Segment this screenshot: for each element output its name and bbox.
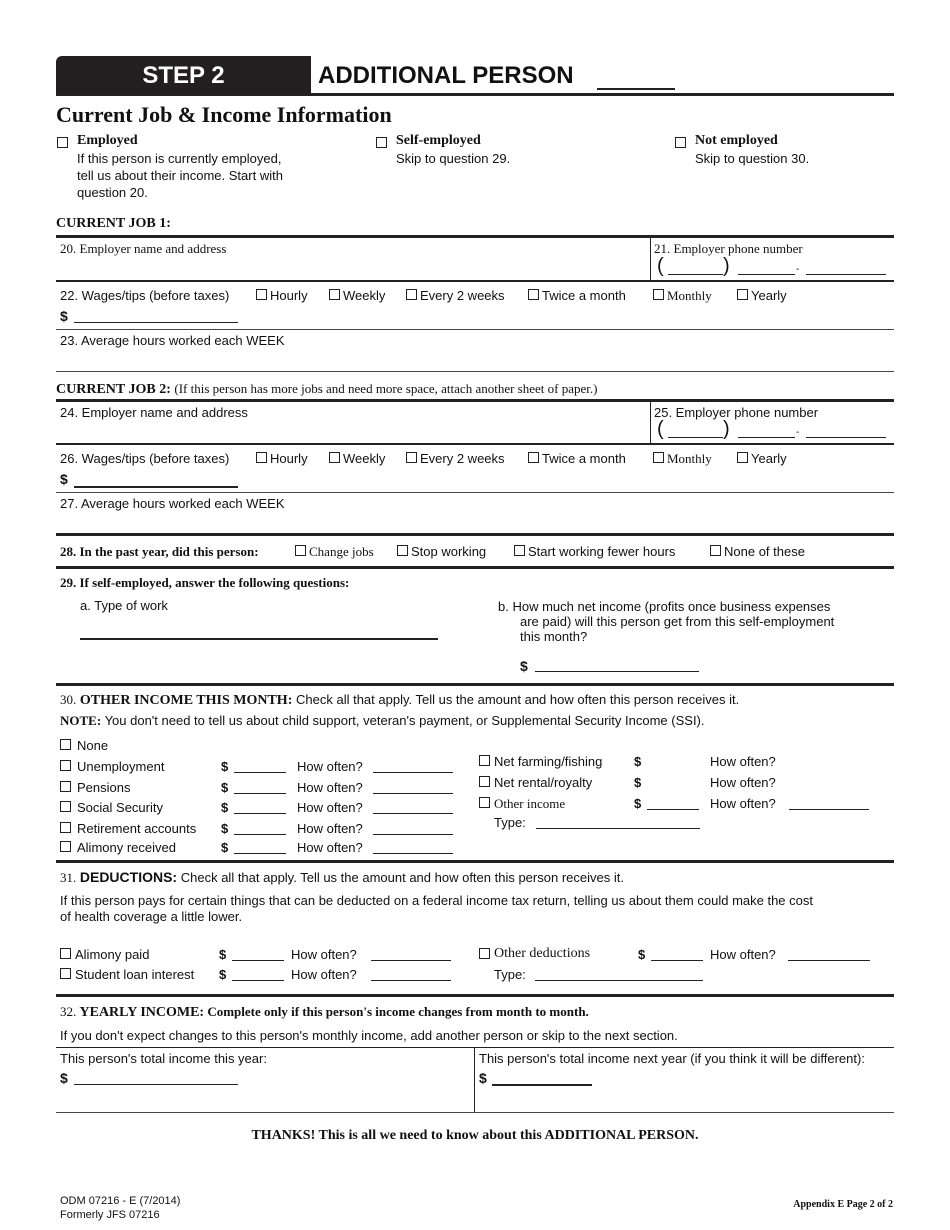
dollar-sign: $ — [221, 800, 229, 815]
job1-rule-3 — [56, 329, 894, 330]
q30-retirement-accounts-label: Retirement accounts — [77, 821, 197, 836]
q22-weekly-checkbox[interactable] — [329, 289, 340, 300]
q32-description: If you don't expect changes to this person's monthly income, add another person or skip to the next section. — [60, 1028, 678, 1043]
q29-rule — [56, 683, 894, 686]
q31-number: 31. — [60, 870, 77, 885]
q31-student-loan-interest-frequency-field[interactable] — [371, 980, 451, 981]
q31-other-deductions-label: Other deductions — [494, 946, 591, 961]
q28-none-checkbox[interactable] — [710, 545, 721, 556]
q28-rule — [56, 566, 894, 569]
q26-every-2-weeks-label: Every 2 weeks — [420, 451, 505, 466]
q30-social-security-checkbox[interactable] — [60, 801, 71, 812]
q23-label: 23. Average hours worked each WEEK — [60, 333, 285, 348]
q32-next-year-label: This person's total income next year (if you think it will be different): — [479, 1051, 865, 1066]
q31-student-loan-interest-checkbox[interactable] — [60, 968, 71, 979]
q30-pensions-checkbox[interactable] — [60, 781, 71, 792]
q31-how-often-label: How often? — [291, 967, 357, 982]
job2-divider — [650, 401, 651, 444]
form-formerly: Formerly JFS 07216 — [60, 1209, 160, 1221]
q30-unemployment-checkbox[interactable] — [60, 760, 71, 771]
q30-alimony-received-frequency-field[interactable] — [373, 853, 453, 854]
q31-other-deductions-amount-field[interactable] — [651, 960, 703, 961]
q30-header — [60, 692, 739, 709]
thanks-message: THANKS! This is all we need to know about this ADDITIONAL PERSON. — [251, 1128, 699, 1143]
q30-net-rental-royalty-checkbox[interactable] — [479, 776, 490, 787]
q28-none-label: None of these — [724, 544, 805, 559]
job1-heading: CURRENT JOB 1: — [56, 216, 171, 231]
q30-retirement-accounts-frequency-field[interactable] — [373, 834, 453, 835]
q30-alimony-received-label: Alimony received — [77, 840, 176, 855]
employed-checkbox[interactable] — [57, 137, 68, 148]
q29-type-of-work-field[interactable] — [80, 638, 438, 640]
self-employed-checkbox[interactable] — [376, 137, 387, 148]
q32-rule — [56, 1047, 894, 1048]
q26-weekly-label: Weekly — [343, 451, 386, 466]
q31-rule — [56, 994, 894, 997]
q30-how-often-label: How often? — [710, 796, 776, 811]
q32-divider — [474, 1047, 475, 1112]
dollar-sign: $ — [634, 754, 642, 769]
q28-stop-working-label: Stop working — [411, 544, 487, 559]
dollar-sign: $ — [221, 821, 229, 836]
job2-note: (If this person has more jobs and need more space, attach another sheet of paper.) — [174, 381, 598, 396]
q30-unemployment-amount-field[interactable] — [234, 772, 286, 773]
dollar-sign: $ — [520, 658, 528, 674]
q30-retirement-accounts-checkbox[interactable] — [60, 822, 71, 833]
job1-rule-2 — [56, 280, 894, 282]
q28-change-jobs-label: Change jobs — [309, 544, 374, 559]
q30-other-income-type-label: Type: — [494, 815, 526, 830]
q31-how-often-label: How often? — [291, 947, 357, 962]
q32-bottom-rule — [56, 1112, 894, 1113]
q30-how-often-label: How often? — [297, 840, 363, 855]
q28-fewer-hours-label: Start working fewer hours — [528, 544, 676, 559]
q30-note-text: You don't need to tell us about child support, veteran's payment, or Supplemental Security Income (SSI). — [104, 713, 705, 728]
q30-how-often-label: How often? — [710, 775, 776, 790]
person-number-field[interactable] — [597, 88, 675, 90]
q30-retirement-accounts-amount-field[interactable] — [234, 834, 286, 835]
q30-social-security-frequency-field[interactable] — [373, 813, 453, 814]
q30-alimony-received-amount-field[interactable] — [234, 853, 286, 854]
q30-net-rental-royalty-label: Net rental/royalty — [494, 775, 593, 790]
phone-dash: - — [796, 264, 800, 275]
job2-rule-3 — [56, 492, 894, 493]
q30-how-often-label: How often? — [710, 754, 776, 769]
q25-phone-line[interactable] — [806, 437, 886, 438]
q31-description: of health coverage a little lower. — [60, 909, 243, 924]
q30-how-often-label: How often? — [297, 800, 363, 815]
q30-other-income-amount-field[interactable] — [647, 809, 699, 810]
q29-net-income-field[interactable] — [535, 671, 699, 672]
q26-twice-a-month-checkbox[interactable] — [528, 452, 539, 463]
job1-rule — [56, 235, 894, 238]
q22-label: 22. Wages/tips (before taxes) — [60, 288, 230, 303]
phone-paren-close: ) — [723, 255, 730, 277]
phone-dash: - — [796, 427, 800, 438]
employed-label: Employed — [77, 133, 138, 148]
dollar-sign: $ — [221, 780, 229, 795]
section-title: Current Job & Income Information — [56, 102, 392, 127]
q31-header — [60, 869, 624, 886]
page-title: ADDITIONAL PERSON — [318, 62, 574, 89]
q25-area-code[interactable] — [668, 437, 723, 438]
q22-every-2-weeks-checkbox[interactable] — [406, 289, 417, 300]
q31-type-label: Type: — [494, 967, 526, 982]
phone-paren-open: ( — [657, 418, 664, 440]
q30-how-often-label: How often? — [297, 821, 363, 836]
q31-alimony-paid-checkbox[interactable] — [60, 948, 71, 959]
q22-weekly-label: Weekly — [343, 288, 386, 303]
q32-instructions: Complete only if this person's income changes from month to month. — [207, 1004, 589, 1019]
job2-rule-4 — [56, 533, 894, 536]
dollar-sign: $ — [60, 308, 68, 324]
q28-change-jobs-checkbox[interactable] — [295, 545, 306, 556]
q28-stop-working-checkbox[interactable] — [397, 545, 408, 556]
dollar-sign: $ — [60, 471, 68, 487]
q31-other-deductions-frequency-field[interactable] — [788, 960, 870, 961]
q22-amount-field[interactable] — [74, 322, 238, 323]
employed-desc: question 20. — [77, 185, 148, 200]
dollar-sign: $ — [60, 1070, 68, 1086]
employed-desc: tell us about their income. Start with — [77, 168, 283, 183]
phone-paren-open: ( — [657, 255, 664, 277]
q22-hourly-label: Hourly — [270, 288, 308, 303]
q22-every-2-weeks-label: Every 2 weeks — [420, 288, 505, 303]
q27-label: 27. Average hours worked each WEEK — [60, 496, 285, 511]
q21-label: 21. Employer phone number — [654, 241, 803, 256]
q30-none-label: None — [77, 738, 109, 753]
q21-phone-line[interactable] — [806, 274, 886, 275]
q22-yearly-checkbox[interactable] — [737, 289, 748, 300]
job2-heading-bold: CURRENT JOB 2: — [56, 382, 171, 397]
q30-pensions-label: Pensions — [77, 780, 131, 795]
job2-heading — [56, 381, 597, 398]
dollar-sign: $ — [638, 947, 646, 962]
not-employed-checkbox[interactable] — [675, 137, 686, 148]
dollar-sign: $ — [479, 1070, 487, 1086]
q26-monthly-checkbox[interactable] — [653, 452, 664, 463]
q28-fewer-hours-checkbox[interactable] — [514, 545, 525, 556]
q30-note — [60, 713, 705, 729]
job2-rule-2 — [56, 443, 894, 445]
q30-social-security-amount-field[interactable] — [234, 813, 286, 814]
q22-monthly-label: Monthly — [667, 288, 712, 303]
q30-social-security-label: Social Security — [77, 800, 163, 815]
q30-how-often-label: How often? — [297, 759, 363, 774]
q31-other-deductions-type-field[interactable] — [535, 980, 703, 981]
q29-b-label: b. How much net income (profits once business expenses — [498, 599, 831, 614]
q30-other-income-label: Other income — [494, 796, 566, 811]
q30-pensions-frequency-field[interactable] — [373, 793, 453, 794]
q22-hourly-checkbox[interactable] — [256, 289, 267, 300]
q29-b-label: are paid) will this person get from this self-employment — [520, 614, 835, 629]
q26-twice-a-month-label: Twice a month — [542, 451, 626, 466]
q30-alimony-received-checkbox[interactable] — [60, 841, 71, 852]
job1-rule-4 — [56, 371, 894, 372]
dollar-sign: $ — [634, 775, 642, 790]
q31-other-deductions-checkbox[interactable] — [479, 948, 490, 959]
dollar-sign: $ — [219, 947, 227, 962]
q26-hourly-checkbox[interactable] — [256, 452, 267, 463]
q30-note-label: NOTE: — [60, 713, 102, 728]
q31-alimony-paid-label: Alimony paid — [75, 947, 150, 962]
q30-instructions: Check all that apply. Tell us the amount and how often this person receives it. — [296, 692, 740, 707]
q31-instructions: Check all that apply. Tell us the amount and how often this person receives it. — [180, 870, 624, 885]
q31-student-loan-interest-amount-field[interactable] — [232, 980, 284, 981]
q32-next-year-field[interactable] — [492, 1084, 592, 1086]
q30-title: OTHER INCOME THIS MONTH: — [79, 693, 293, 708]
form-id: ODM 07216 - E (7/2014) — [60, 1195, 181, 1207]
q26-yearly-checkbox[interactable] — [737, 452, 748, 463]
q24-label: 24. Employer name and address — [60, 405, 248, 420]
q26-hourly-label: Hourly — [270, 451, 308, 466]
job2-rule — [56, 399, 894, 402]
q25-phone-prefix[interactable] — [738, 437, 795, 438]
q32-this-year-field[interactable] — [74, 1084, 238, 1085]
q31-title: DEDUCTIONS: — [79, 869, 178, 885]
q26-amount-field[interactable] — [74, 486, 238, 488]
q31-alimony-paid-frequency-field[interactable] — [371, 960, 451, 961]
q26-yearly-label: Yearly — [751, 451, 787, 466]
q30-other-income-checkbox[interactable] — [479, 797, 490, 808]
page-number: Appendix E Page 2 of 2 — [793, 1199, 893, 1210]
q32-title: YEARLY INCOME: — [79, 1005, 205, 1020]
not-employed-desc: Skip to question 30. — [695, 151, 810, 166]
q21-phone-prefix[interactable] — [738, 274, 795, 275]
q32-this-year-label: This person's total income this year: — [60, 1051, 267, 1066]
self-employed-label: Self-employed — [396, 133, 481, 148]
q31-description: If this person pays for certain things that can be deducted on a federal income tax return, telling us about them could make the cost — [60, 893, 813, 908]
q30-other-income-frequency-field[interactable] — [789, 809, 869, 810]
q30-unemployment-label: Unemployment — [77, 759, 165, 774]
q30-other-income-type-field[interactable] — [536, 828, 700, 829]
q20-label: 20. Employer name and address — [60, 241, 227, 256]
q31-alimony-paid-amount-field[interactable] — [232, 960, 284, 961]
q28-label: 28. In the past year, did this person: — [60, 544, 259, 559]
q29-b-label: this month? — [520, 629, 588, 644]
q22-monthly-checkbox[interactable] — [653, 289, 664, 300]
q30-none-checkbox[interactable] — [60, 739, 71, 750]
dollar-sign: $ — [221, 840, 229, 855]
q30-number: 30. — [60, 692, 77, 707]
q21-area-code[interactable] — [668, 274, 723, 275]
q32-number: 32. — [60, 1004, 77, 1019]
q26-weekly-checkbox[interactable] — [329, 452, 340, 463]
dollar-sign: $ — [634, 796, 642, 811]
self-employed-desc: Skip to question 29. — [396, 151, 511, 166]
header-rule — [56, 93, 894, 96]
dollar-sign: $ — [221, 759, 229, 774]
q30-pensions-amount-field[interactable] — [234, 793, 286, 794]
q30-net-farming-fishing-label: Net farming/fishing — [494, 754, 603, 769]
q30-how-often-label: How often? — [297, 780, 363, 795]
not-employed-label: Not employed — [695, 133, 778, 148]
q26-label: 26. Wages/tips (before taxes) — [60, 451, 230, 466]
q30-net-farming-fishing-checkbox[interactable] — [479, 755, 490, 766]
q32-header — [60, 1004, 589, 1021]
q22-twice-a-month-label: Twice a month — [542, 288, 626, 303]
q31-student-loan-interest-label: Student loan interest — [75, 967, 195, 982]
q25-label: 25. Employer phone number — [654, 405, 819, 420]
step-label: STEP 2 — [142, 62, 225, 89]
q31-how-often-label: How often? — [710, 947, 776, 962]
q26-monthly-label: Monthly — [667, 451, 712, 466]
phone-paren-close: ) — [723, 418, 730, 440]
q29-a-label: a. Type of work — [80, 598, 168, 613]
q26-every-2-weeks-checkbox[interactable] — [406, 452, 417, 463]
q22-yearly-label: Yearly — [751, 288, 787, 303]
employed-desc: If this person is currently employed, — [77, 151, 282, 166]
q30-unemployment-frequency-field[interactable] — [373, 772, 453, 773]
q29-label: 29. If self-employed, answer the following questions: — [60, 575, 350, 590]
q30-rule — [56, 860, 894, 863]
q22-twice-a-month-checkbox[interactable] — [528, 289, 539, 300]
dollar-sign: $ — [219, 967, 227, 982]
job1-divider — [650, 237, 651, 281]
